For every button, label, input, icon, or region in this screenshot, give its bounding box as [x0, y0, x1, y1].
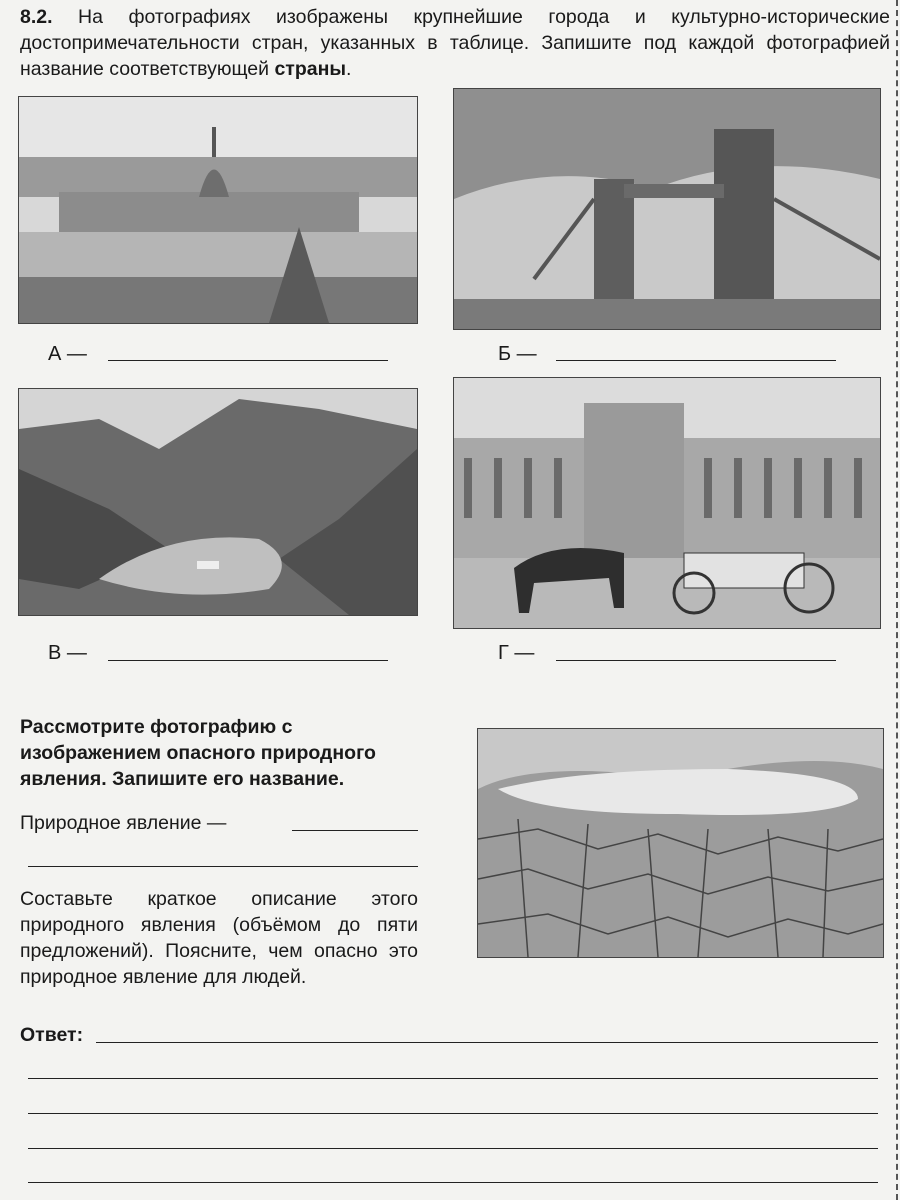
answer-line-3[interactable] [28, 1113, 878, 1114]
phenomenon-describe: Составьте краткое описание этого природного явления (объёмом до пяти предложений). Поясните, чем опасно это природное явление для людей. [20, 888, 418, 988]
photo-a [18, 96, 418, 324]
answer-line-d[interactable] [556, 660, 836, 661]
task-end: . [346, 58, 352, 80]
phenomenon-label: Природное явление — [20, 812, 227, 834]
caption-c: В — [48, 642, 87, 664]
photo-c [18, 388, 418, 616]
task-bold-word: страны [274, 58, 347, 80]
answer-line-5[interactable] [28, 1182, 878, 1183]
answer-line-c[interactable] [108, 660, 388, 661]
task-header [20, 4, 890, 82]
task-text: На фотографиях изображены крупнейшие города и культурно-исторические достопримечательности стран, указанных в таблице. Запишите под каждой фотографией название соответствующей [20, 6, 890, 80]
answer-line-4[interactable] [28, 1148, 878, 1149]
caption-b: Б — [498, 343, 537, 365]
caption-d: Г — [498, 642, 535, 664]
photo-phenomenon [477, 728, 884, 958]
answer-line-b[interactable] [556, 360, 836, 361]
cut-line [896, 0, 898, 1200]
phenomenon-answer-line-2[interactable] [28, 866, 418, 867]
photo-b [453, 88, 881, 330]
caption-a: А — [48, 343, 87, 365]
task-number: 8.2. [20, 6, 53, 28]
answer-line-a[interactable] [108, 360, 388, 361]
photo-d [453, 377, 881, 629]
phenomenon-prompt: Рассмотрите фотографию с изображением опасного природного явления. Запишите его название. [20, 716, 376, 790]
answer-label: Ответ: [20, 1024, 84, 1046]
answer-line-1[interactable] [96, 1042, 878, 1043]
phenomenon-answer-line-1[interactable] [292, 830, 418, 831]
answer-line-2[interactable] [28, 1078, 878, 1079]
